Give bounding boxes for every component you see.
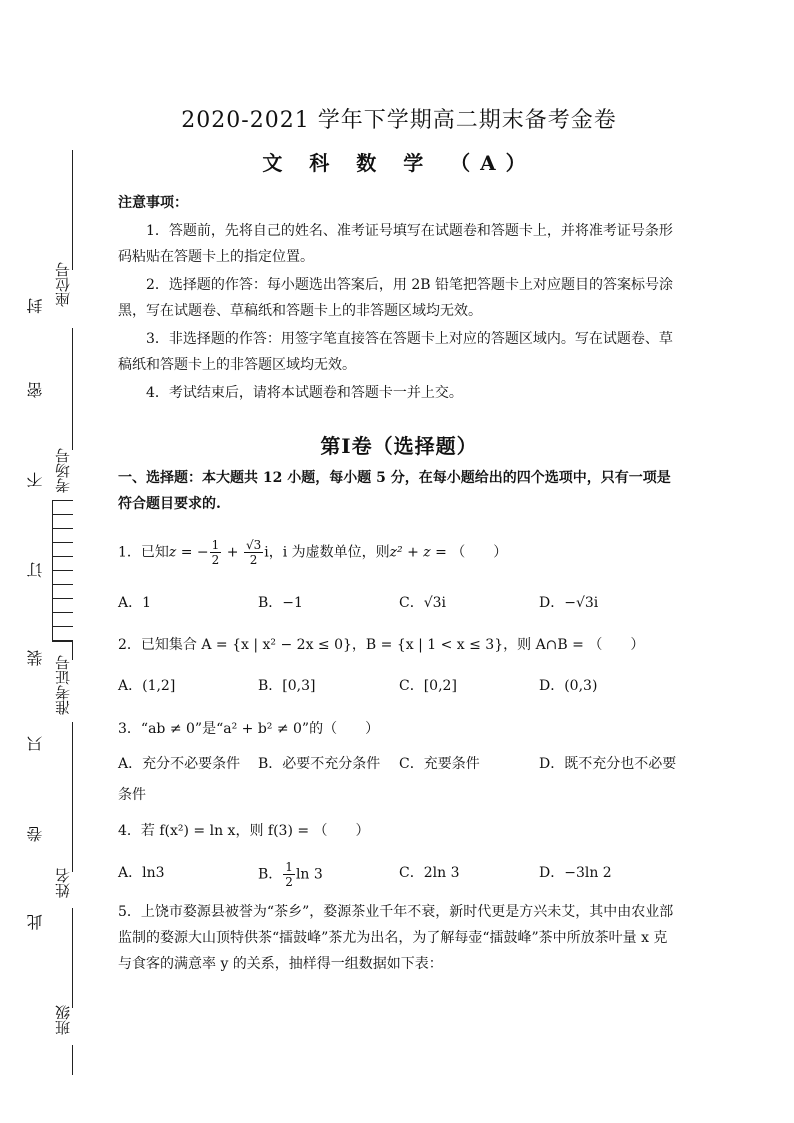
seal-char: 卷	[26, 826, 45, 842]
notice-heading: 注意事项：	[118, 195, 188, 211]
question-4-options	[118, 860, 680, 889]
option-b: B．必要不充分条件	[258, 756, 381, 772]
notice-item: 3．非选择题的作答：用签字笔直接答在答题卡上对应的答题区域内。写在试题卷、草稿纸和答题卡上的非答题区域均无效。	[118, 331, 673, 373]
name-label: 姓名	[54, 868, 72, 898]
seat-number-label: 座位号	[54, 262, 72, 307]
section-instruction: 一、选择题：本大题共 12 小题，每小题 5 分，在每小题给出的四个选项中，只有一项是符合题目要求的.	[118, 470, 671, 512]
binding-line	[72, 722, 73, 872]
question-2-options	[118, 673, 680, 699]
seal-char: 此	[26, 914, 45, 930]
admission-number-label: 准考证号	[54, 655, 72, 715]
option-a: A．1	[118, 595, 152, 611]
section-title: 第Ⅰ卷（选择题）	[320, 434, 478, 458]
option-d: D．−3ln 2	[539, 865, 612, 881]
page-subtitle: 文 科 数 学 （A）	[262, 151, 536, 175]
binding-line	[72, 908, 73, 1008]
question-3: 3．“ab ≠ 0”是“a² + b² ≠ 0”的（ ）	[118, 721, 380, 737]
option-a: A．充分不必要条件	[118, 756, 241, 772]
exam-room-label: 考场号	[54, 448, 72, 493]
question-4: 4．若 f(x²) = ln x，则 f(3) = （ ）	[118, 823, 370, 839]
notice-item: 1．答题前，先将自己的姓名、准考证号填写在试题卷和答题卡上，并将准考证号条形码粘贴在答题卡上的指定位置。	[118, 223, 673, 265]
option-d: D．(0,3)	[539, 678, 598, 694]
option-b: B．−1	[258, 595, 303, 611]
binding-line	[72, 1045, 73, 1075]
seal-char: 封	[26, 298, 45, 314]
option-a: A．(1,2]	[118, 678, 176, 694]
option-a: A．ln3	[118, 865, 165, 881]
option-c: C．[0,2]	[399, 678, 457, 694]
question-3-options	[118, 751, 680, 777]
option-c: C．√3i	[399, 595, 447, 611]
binding-line	[72, 640, 73, 660]
page-title: 2020-2021 学年下学期高二期末备考金卷	[181, 108, 617, 133]
option-b: B．[0,3]	[258, 678, 316, 694]
option-c: C．充要条件	[399, 756, 480, 772]
fraction: $\frac{1}{2}$	[285, 860, 293, 889]
digit-grid	[52, 500, 73, 642]
seal-char: 装	[26, 650, 45, 666]
binding-line	[72, 328, 73, 450]
fraction: $\frac{1}{2}$	[211, 538, 220, 567]
seal-char: 订	[26, 562, 45, 578]
seal-char: 只	[26, 736, 45, 752]
option-b: B． $\frac{1}{2}$ ln 3	[258, 860, 323, 889]
seal-char: 密	[26, 382, 45, 398]
question-5: 5．上饶市婺源县被誉为“茶乡”，婺源茶业千年不衰，新时代更是方兴未艾，其中由农业部监制的婺源大山顶特供茶“擂鼓峰”茶尤为出名，为了解每壶“擂鼓峰”茶中所放茶叶量 x 克与食客的满意率 y 的关系，抽样得一组数据如下表：	[118, 904, 674, 972]
seal-char: 不	[26, 472, 45, 488]
question-2: 2．已知集合 A = {x | x² − 2x ≤ 0}，B = {x | 1 < x ≤ 3}，则 A∩B = （ ）	[118, 637, 645, 653]
question-3-options-continued: 条件	[118, 787, 146, 803]
question-1-options	[118, 590, 680, 616]
option-c: C．2ln 3	[399, 865, 460, 881]
question-1: 1．已知z = − $\frac{1}{2}$ + $\frac{√3}{2}$ i，i 为虚数单位，则z² + z = （ ）	[118, 538, 508, 567]
option-d: D．−√3i	[539, 595, 599, 611]
binding-line	[72, 150, 73, 270]
notice-item: 4．考试结束后，请将本试题卷和答题卡一并上交。	[146, 385, 463, 401]
binding-strip	[0, 0, 110, 1123]
fraction: $\frac{√3}{2}$	[245, 538, 262, 567]
notice-item: 2．选择题的作答：每小题选出答案后，用 2B 铅笔把答题卡上对应题目的答案标号涂黑，写在试题卷、草稿纸和答题卡上的非答题区域均无效。	[118, 277, 674, 319]
class-label: 班级	[54, 1005, 72, 1035]
option-d: D．既不充分也不必要	[539, 756, 677, 772]
